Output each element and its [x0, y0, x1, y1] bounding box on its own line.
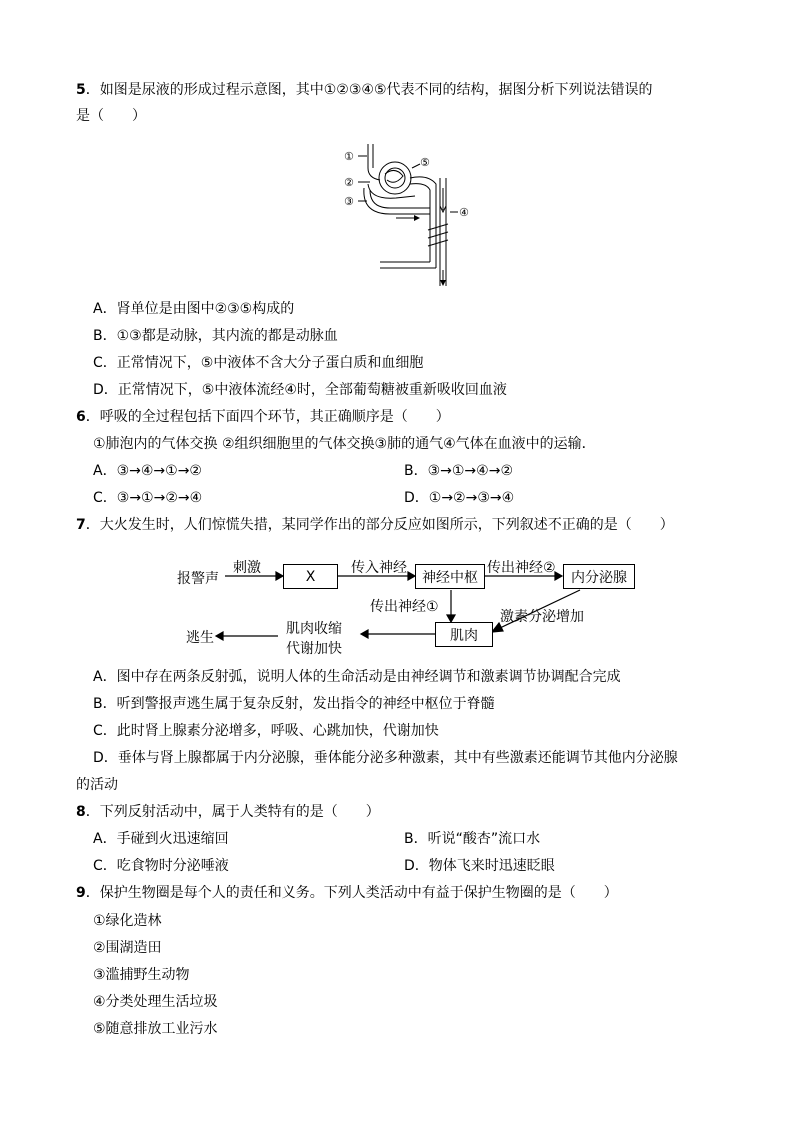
q6-stem-cont: ①肺泡内的气体交换 ②组织细胞里的气体交换③肺的通气④气体在血液中的运输． — [93, 436, 596, 452]
afferent-nerve-label: 传入神经 — [351, 560, 407, 576]
q7-option-d: D．垂体与肾上腺都属于内分泌腺，垂体能分泌多种激素，其中有些激素还能调节其他内分泌腺 — [93, 750, 678, 766]
endocrine-gland-box: 内分泌腺 — [563, 564, 635, 589]
escape-label: 逃生 — [186, 630, 214, 646]
fig-label-5: ⑤ — [420, 156, 430, 169]
q6-option-d: D．①→②→③→④ — [404, 490, 515, 506]
q6-option-a: A．③→④→①→② — [93, 463, 202, 479]
q5-option-d: D．正常情况下，⑤中液体流经④时，全部葡萄糖被重新吸收回血液 — [93, 382, 507, 398]
q8-option-d: D．物体飞来时迅速眨眼 — [404, 858, 555, 874]
q8-option-c: C．吃食物时分泌唾液 — [93, 858, 229, 874]
q8-number: 8 — [76, 804, 86, 820]
fig-label-1: ① — [344, 150, 354, 163]
q7-option-a: A．图中存在两条反射弧，说明人体的生命活动是由神经调节和激素调节协调配合完成 — [93, 669, 621, 685]
q5-option-a: A．肾单位是由图中②③⑤构成的 — [93, 301, 295, 317]
efferent-nerve-2-label: 传出神经② — [487, 560, 556, 576]
arrow-stimulate-label: 刺激 — [233, 560, 261, 576]
q5-text: ．如图是尿液的形成过程示意图，其中①②③④⑤代表不同的结构，据图分析下列说法错误的 — [85, 82, 653, 98]
stimulus-label: 报警声 — [177, 571, 219, 587]
q8-option-a: A．手碰到火迅速缩回 — [93, 831, 229, 847]
effect-line-2: 代谢加快 — [286, 641, 342, 657]
q8-text: ．下列反射活动中，属于人类特有的是（ ） — [85, 804, 380, 820]
q6-option-b: B．③→①→④→② — [404, 463, 513, 479]
q7-number: 7 — [76, 517, 86, 533]
q7-option-d-cont: 的活动 — [76, 777, 118, 793]
q5-stem-cont: 是（ ） — [76, 108, 146, 124]
receptor-x-box: X — [283, 564, 338, 589]
q9-item-1: ①绿化造林 — [93, 913, 162, 929]
fig-label-4: ④ — [459, 206, 469, 219]
q6-text: ．呼吸的全过程包括下面四个环节，其正确顺序是（ ） — [85, 409, 450, 425]
muscle-box: 肌肉 — [435, 622, 493, 647]
q9-text: ．保护生物圈是每个人的责任和义务。下列人类活动中有益于保护生物圈的是（ ） — [85, 885, 618, 901]
q9-item-3: ③滥捕野生动物 — [93, 967, 190, 983]
q7-option-b: B．听到警报声逃生属于复杂反射，发出指令的神经中枢位于脊髓 — [93, 696, 495, 712]
fig-label-3: ③ — [344, 195, 354, 208]
q5-number: 5 — [76, 82, 86, 98]
fig-label-2: ② — [344, 176, 354, 189]
q5-option-b: B．①③都是动脉，其内流的都是动脉血 — [93, 328, 338, 344]
q9-item-5: ⑤随意排放工业污水 — [93, 1021, 218, 1037]
nerve-center-box: 神经中枢 — [415, 564, 485, 589]
q9-item-4: ④分类处理生活垃圾 — [93, 994, 218, 1010]
q6-number: 6 — [76, 409, 86, 425]
q5-option-c: C．正常情况下，⑤中液体不含大分子蛋白质和血细胞 — [93, 355, 424, 371]
hormone-increase-label: 激素分泌增加 — [500, 609, 584, 625]
q7-text: ．大火发生时，人们惊慌失措，某同学作出的部分反应如图所示，下列叙述不正确的是（ ） — [85, 517, 674, 533]
efferent-nerve-1-label: 传出神经① — [370, 599, 439, 615]
q9-stem — [76, 883, 618, 903]
q9-number: 9 — [76, 885, 86, 901]
q8-option-b: B．听说“酸杏”流口水 — [404, 831, 541, 847]
q6-option-c: C．③→①→②→④ — [93, 490, 203, 506]
q7-option-c: C．此时肾上腺素分泌增多，呼吸、心跳加快，代谢加快 — [93, 723, 439, 739]
q8-stem — [76, 802, 380, 822]
q9-item-2: ②围湖造田 — [93, 940, 162, 956]
effect-line-1: 肌肉收缩 — [286, 621, 342, 637]
